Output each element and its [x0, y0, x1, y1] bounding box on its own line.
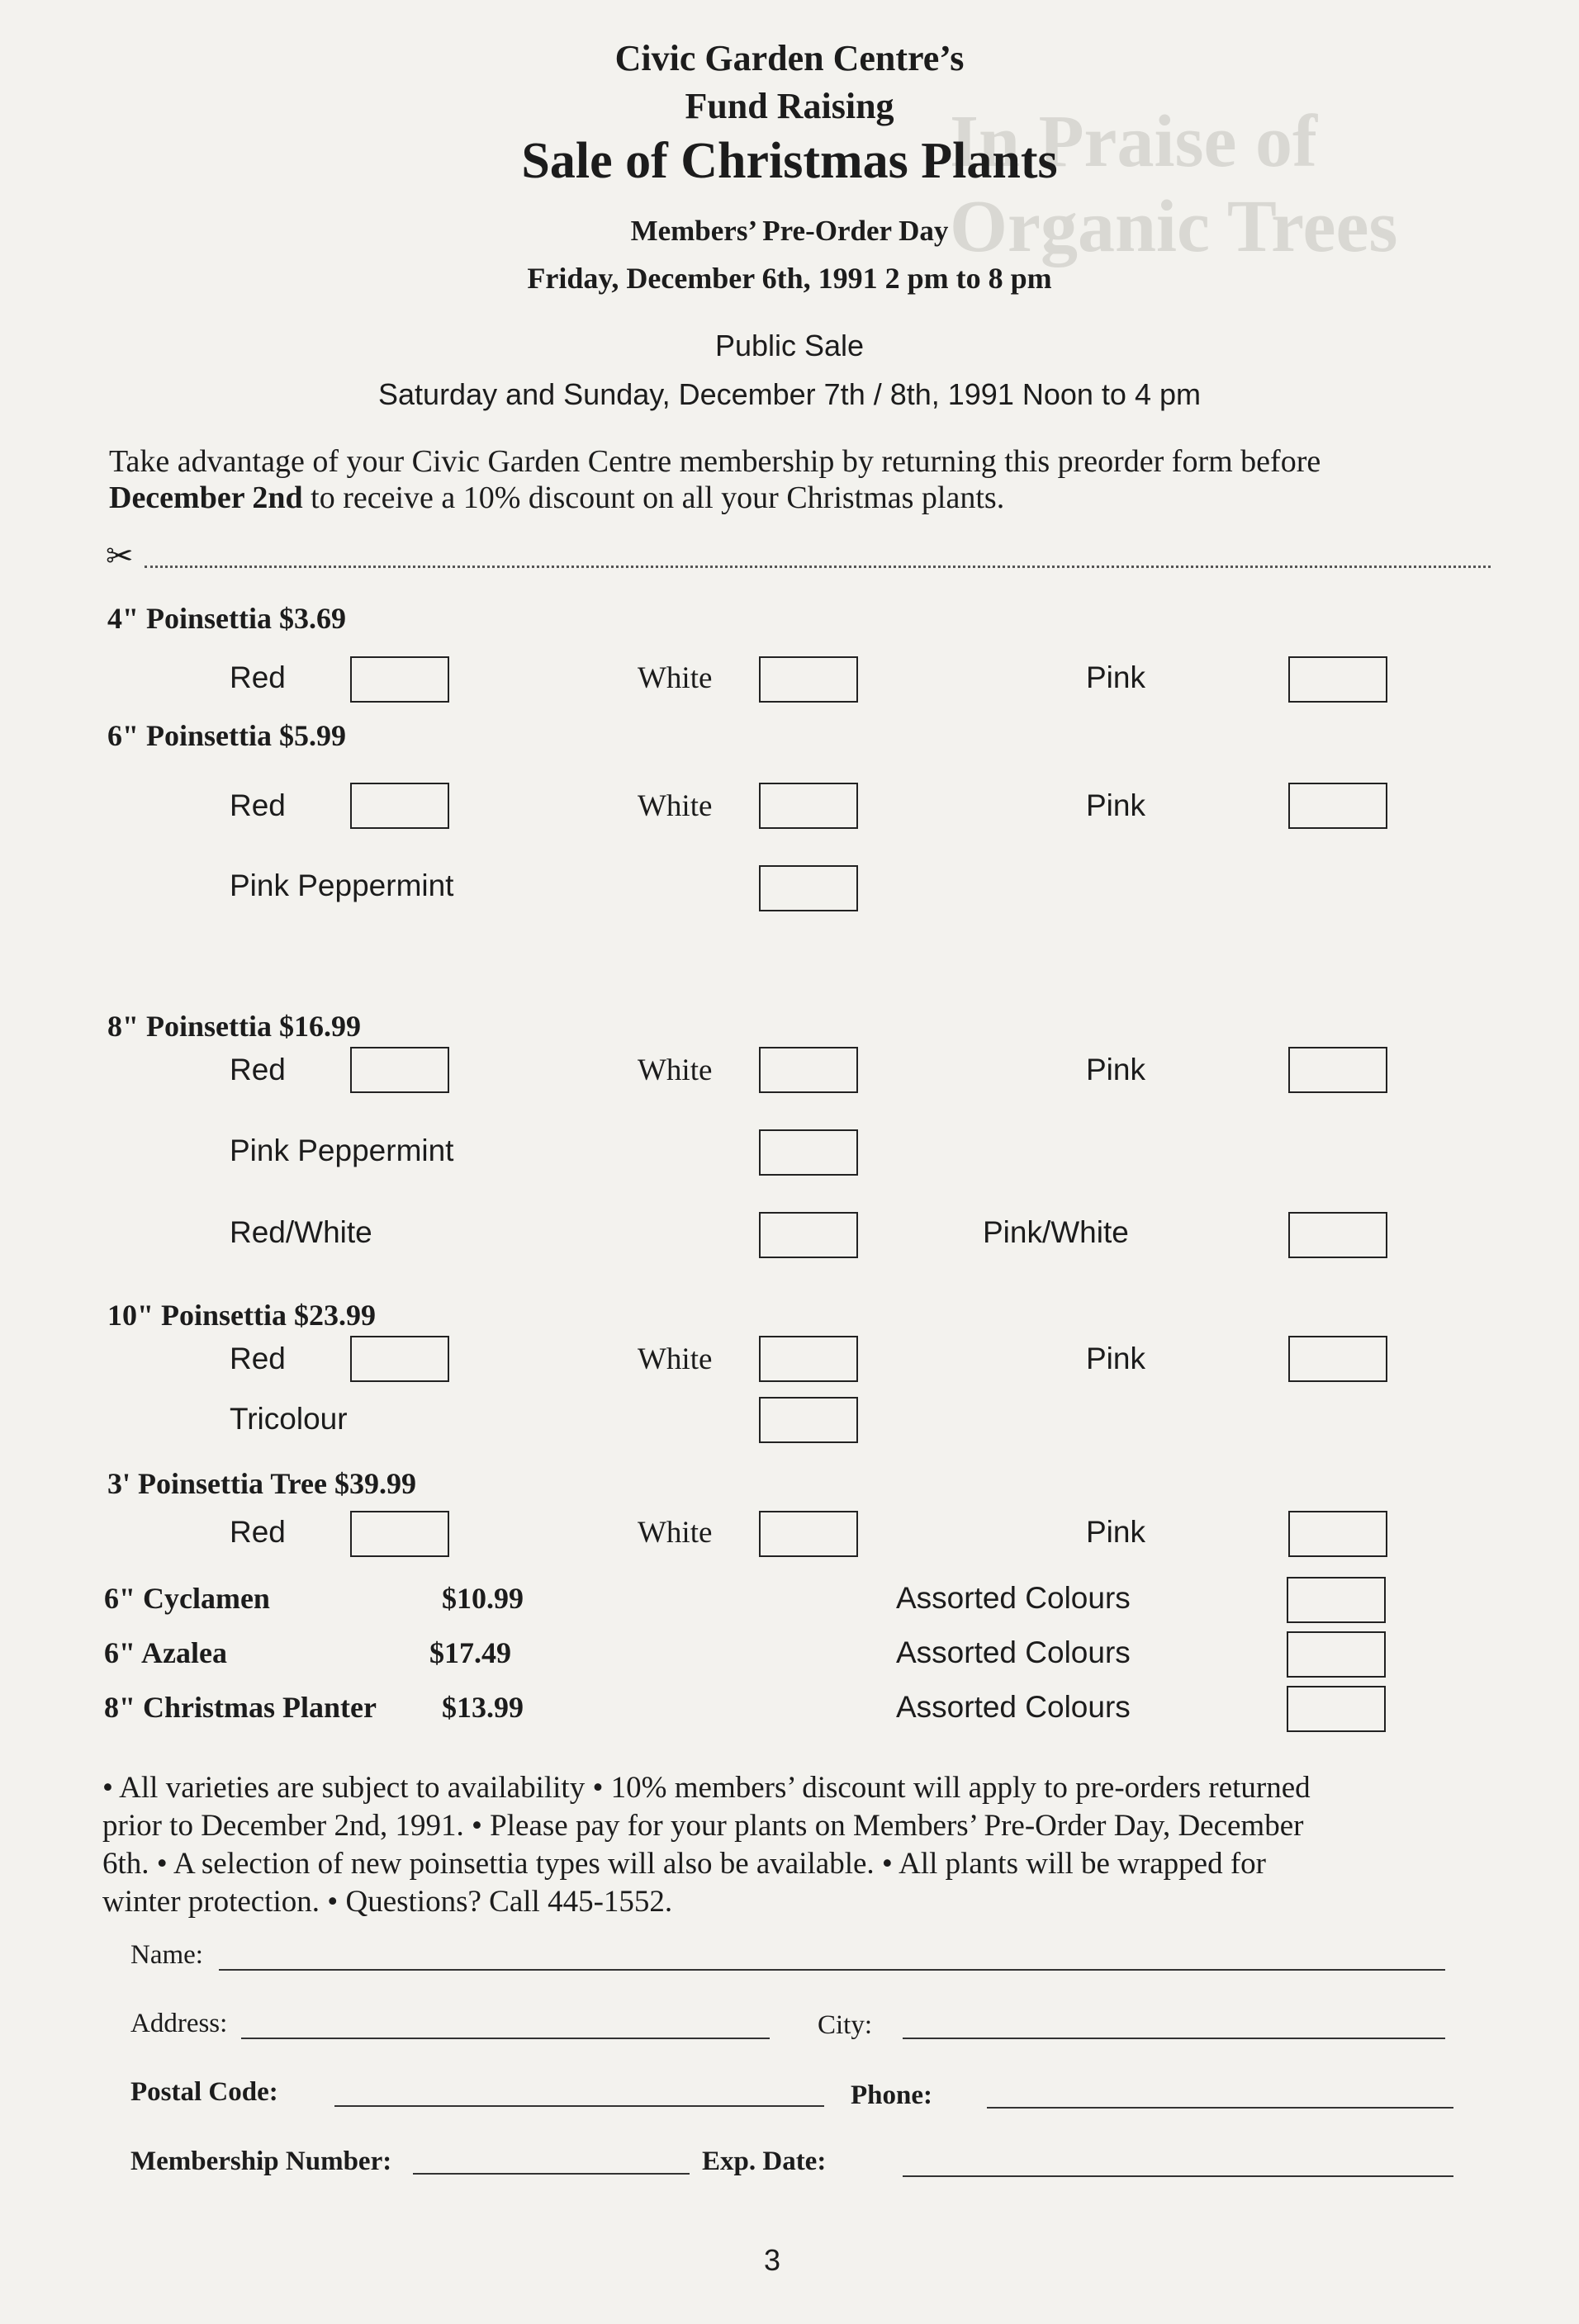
- postal-code-label: Postal Code:: [130, 2077, 278, 2107]
- membership-number-label: Membership Number:: [130, 2147, 392, 2176]
- address-label: Address:: [130, 2009, 228, 2038]
- item-price-azalea: $17.49: [429, 1636, 511, 1669]
- checkbox-6in-white[interactable]: [759, 783, 858, 829]
- option-label-pink-peppermint: Pink Peppermint: [230, 1134, 454, 1167]
- exp-date-label: Exp. Date:: [702, 2147, 827, 2176]
- postal-code-field[interactable]: [334, 2105, 824, 2107]
- checkbox-8in-white[interactable]: [759, 1047, 858, 1093]
- option-label-white: White: [638, 789, 713, 823]
- checkbox-cyclamen-assorted[interactable]: [1287, 1577, 1386, 1623]
- option-label-white: White: [638, 1342, 713, 1376]
- notes-line-1: • All varieties are subject to availability • 10% members’ discount will apply to pre-orders returned: [102, 1771, 1311, 1805]
- option-label-white: White: [638, 1516, 713, 1550]
- option-label-red-white: Red/White: [230, 1215, 372, 1249]
- item-title-4in-poinsettia: 4" Poinsettia $3.69: [107, 602, 346, 635]
- exp-date-field[interactable]: [903, 2175, 1453, 2177]
- option-label-tricolour: Tricolour: [230, 1402, 348, 1436]
- option-label-pink: Pink: [1086, 660, 1145, 694]
- checkbox-10in-pink[interactable]: [1288, 1336, 1387, 1382]
- city-label: City:: [818, 2010, 873, 2040]
- address-field[interactable]: [241, 2038, 770, 2039]
- option-label-assorted-colours: Assorted Colours: [896, 1581, 1131, 1615]
- phone-field[interactable]: [987, 2107, 1453, 2109]
- checkbox-4in-red[interactable]: [350, 656, 449, 703]
- checkbox-6in-pink[interactable]: [1288, 783, 1387, 829]
- notes-line-3: 6th. • A selection of new poinsettia types will also be available. • All plants will be wrapped for: [102, 1847, 1266, 1881]
- preorder-heading: Members’ Pre-Order Day: [630, 215, 949, 247]
- page-title: Sale of Christmas Plants: [521, 133, 1058, 189]
- intro-deadline: December 2nd: [109, 480, 303, 515]
- option-label-red: Red: [230, 1515, 286, 1549]
- item-title-6in-poinsettia: 6" Poinsettia $5.99: [107, 719, 346, 752]
- checkbox-tree-pink[interactable]: [1288, 1511, 1387, 1557]
- option-label-assorted-colours: Assorted Colours: [896, 1635, 1131, 1669]
- org-line: Civic Garden Centre’s: [614, 38, 965, 78]
- phone-label: Phone:: [851, 2080, 932, 2110]
- option-label-red: Red: [230, 1053, 286, 1086]
- option-label-white: White: [638, 661, 713, 695]
- checkbox-4in-white[interactable]: [759, 656, 858, 703]
- checkbox-10in-red[interactable]: [350, 1336, 449, 1382]
- checkbox-10in-white[interactable]: [759, 1336, 858, 1382]
- scissors-icon: ✂: [106, 537, 134, 575]
- option-label-red: Red: [230, 660, 286, 694]
- name-label: Name:: [130, 1940, 203, 1970]
- preorder-date: Friday, December 6th, 1991 2 pm to 8 pm: [527, 262, 1052, 295]
- option-label-pink-white: Pink/White: [983, 1215, 1129, 1249]
- fund-line: Fund Raising: [685, 86, 894, 126]
- option-label-red: Red: [230, 1342, 286, 1375]
- checkbox-8in-pink[interactable]: [1288, 1047, 1387, 1093]
- checkbox-8in-red[interactable]: [350, 1047, 449, 1093]
- checkbox-8in-red-white[interactable]: [759, 1212, 858, 1258]
- item-price-christmas-planter: $13.99: [442, 1691, 524, 1724]
- checkbox-tree-red[interactable]: [350, 1511, 449, 1557]
- item-title-8in-poinsettia: 8" Poinsettia $16.99: [107, 1010, 361, 1043]
- checkbox-tree-white[interactable]: [759, 1511, 858, 1557]
- option-label-assorted-colours: Assorted Colours: [896, 1690, 1131, 1724]
- option-label-white: White: [638, 1053, 713, 1087]
- checkbox-4in-pink[interactable]: [1288, 656, 1387, 703]
- item-title-10in-poinsettia: 10" Poinsettia $23.99: [107, 1299, 376, 1332]
- option-label-pink: Pink: [1086, 788, 1145, 822]
- membership-number-field[interactable]: [413, 2173, 690, 2175]
- option-label-pink: Pink: [1086, 1342, 1145, 1375]
- item-title-poinsettia-tree: 3' Poinsettia Tree $39.99: [107, 1467, 416, 1500]
- option-label-pink-peppermint: Pink Peppermint: [230, 869, 454, 902]
- city-field[interactable]: [903, 2038, 1445, 2039]
- item-name-azalea: 6" Azalea: [104, 1636, 227, 1669]
- checkbox-6in-pink-peppermint[interactable]: [759, 865, 858, 911]
- checkbox-10in-tricolour[interactable]: [759, 1397, 858, 1443]
- item-name-christmas-planter: 8" Christmas Planter: [104, 1691, 377, 1724]
- notes-line-4: winter protection. • Questions? Call 445-1552.: [102, 1885, 673, 1919]
- checkbox-8in-pink-peppermint[interactable]: [759, 1129, 858, 1176]
- public-sale-date: Saturday and Sunday, December 7th / 8th, 1991 Noon to 4 pm: [378, 377, 1201, 411]
- page-number: 3: [764, 2243, 781, 2277]
- checkbox-planter-assorted[interactable]: [1287, 1686, 1386, 1732]
- checkbox-6in-red[interactable]: [350, 783, 449, 829]
- item-name-cyclamen: 6" Cyclamen: [104, 1582, 270, 1615]
- option-label-pink: Pink: [1086, 1053, 1145, 1086]
- checkbox-8in-pink-white[interactable]: [1288, 1212, 1387, 1258]
- notes-line-2: prior to December 2nd, 1991. • Please pay for your plants on Members’ Pre-Order Day, December: [102, 1809, 1304, 1843]
- option-label-red: Red: [230, 788, 286, 822]
- option-label-pink: Pink: [1086, 1515, 1145, 1549]
- checkbox-azalea-assorted[interactable]: [1287, 1631, 1386, 1678]
- name-field[interactable]: [219, 1969, 1445, 1971]
- intro-line-2: [109, 480, 1004, 516]
- cut-line: [145, 566, 1491, 568]
- public-sale-heading: Public Sale: [714, 329, 865, 362]
- intro-line-1: Take advantage of your Civic Garden Centre membership by returning this preorder form before: [109, 444, 1321, 479]
- item-price-cyclamen: $10.99: [442, 1582, 524, 1615]
- intro-rest: to receive a 10% discount on all your Christmas plants.: [302, 480, 1005, 515]
- bleed-through-heading: In Praise of Organic Trees: [950, 101, 1398, 267]
